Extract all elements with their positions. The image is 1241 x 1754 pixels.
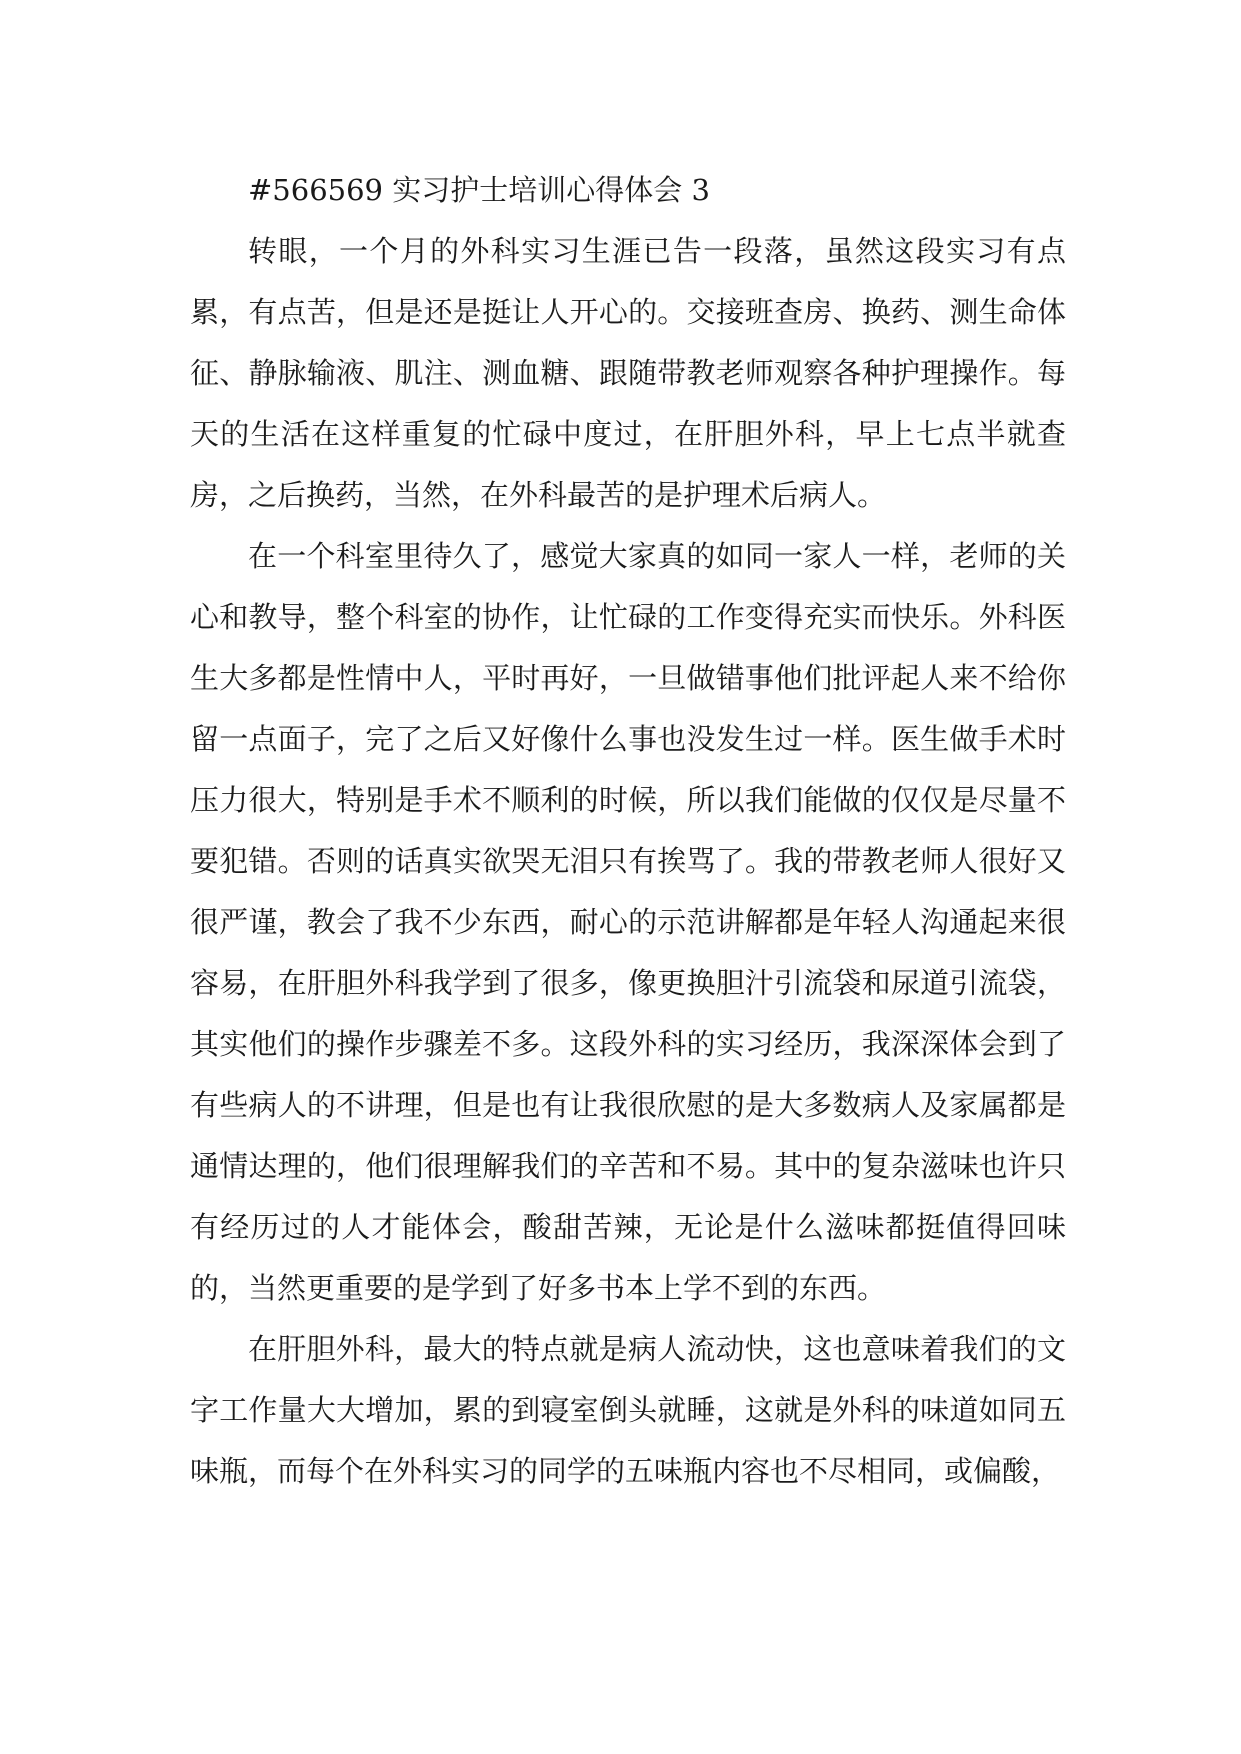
document-body	[190, 160, 1066, 1502]
document-title: #566569 实习护士培训心得体会 3	[248, 173, 710, 207]
paragraph-3: 在肝胆外科，最大的特点就是病人流动快，这也意味着我们的文字工作量大大增加，累的到寝室倒头就睡，这就是外科的味道如同五味瓶，而每个在外科实习的同学的五味瓶内容也不尽相同，或偏酸，	[190, 1332, 1066, 1488]
paragraph-2: 在一个科室里待久了，感觉大家真的如同一家人一样，老师的关心和教导，整个科室的协作，让忙碌的工作变得充实而快乐。外科医生大多都是性情中人，平时再好，一旦做错事他们批评起人来不给你留一点面子，完了之后又好像什么事也没发生过一样。医生做手术时压力很大，特别是手术不顺利的时候，所以我们能做的仅仅是尽量不要犯错。否则的话真实欲哭无泪只有挨骂了。我的带教老师人很好又很严谨，教会了我不少东西，耐心的示范讲解都是年轻人沟通起来很容易，在肝胆外科我学到了很多，像更换胆汁引流袋和尿道引流袋，其实他们的操作步骤差不多。这段外科的实习经历，我深深体会到了有些病人的不讲理，但是也有让我很欣慰的是大多数病人及家属都是通情达理的，他们很理解我们的辛苦和不易。其中的复杂滋味也许只有经历过的人才能体会，酸甜苦辣，无论是什么滋味都挺值得回味的，当然更重要的是学到了好多书本上学不到的东西。	[190, 539, 1066, 1305]
paragraph-1: 转眼，一个月的外科实习生涯已告一段落，虽然这段实习有点累，有点苦，但是还是挺让人开心的。交接班查房、换药、测生命体征、静脉输液、肌注、测血糖、跟随带教老师观察各种护理操作。每天的生活在这样重复的忙碌中度过，在肝胆外科，早上七点半就查房，之后换药，当然，在外科最苦的是护理术后病人。	[190, 234, 1066, 512]
